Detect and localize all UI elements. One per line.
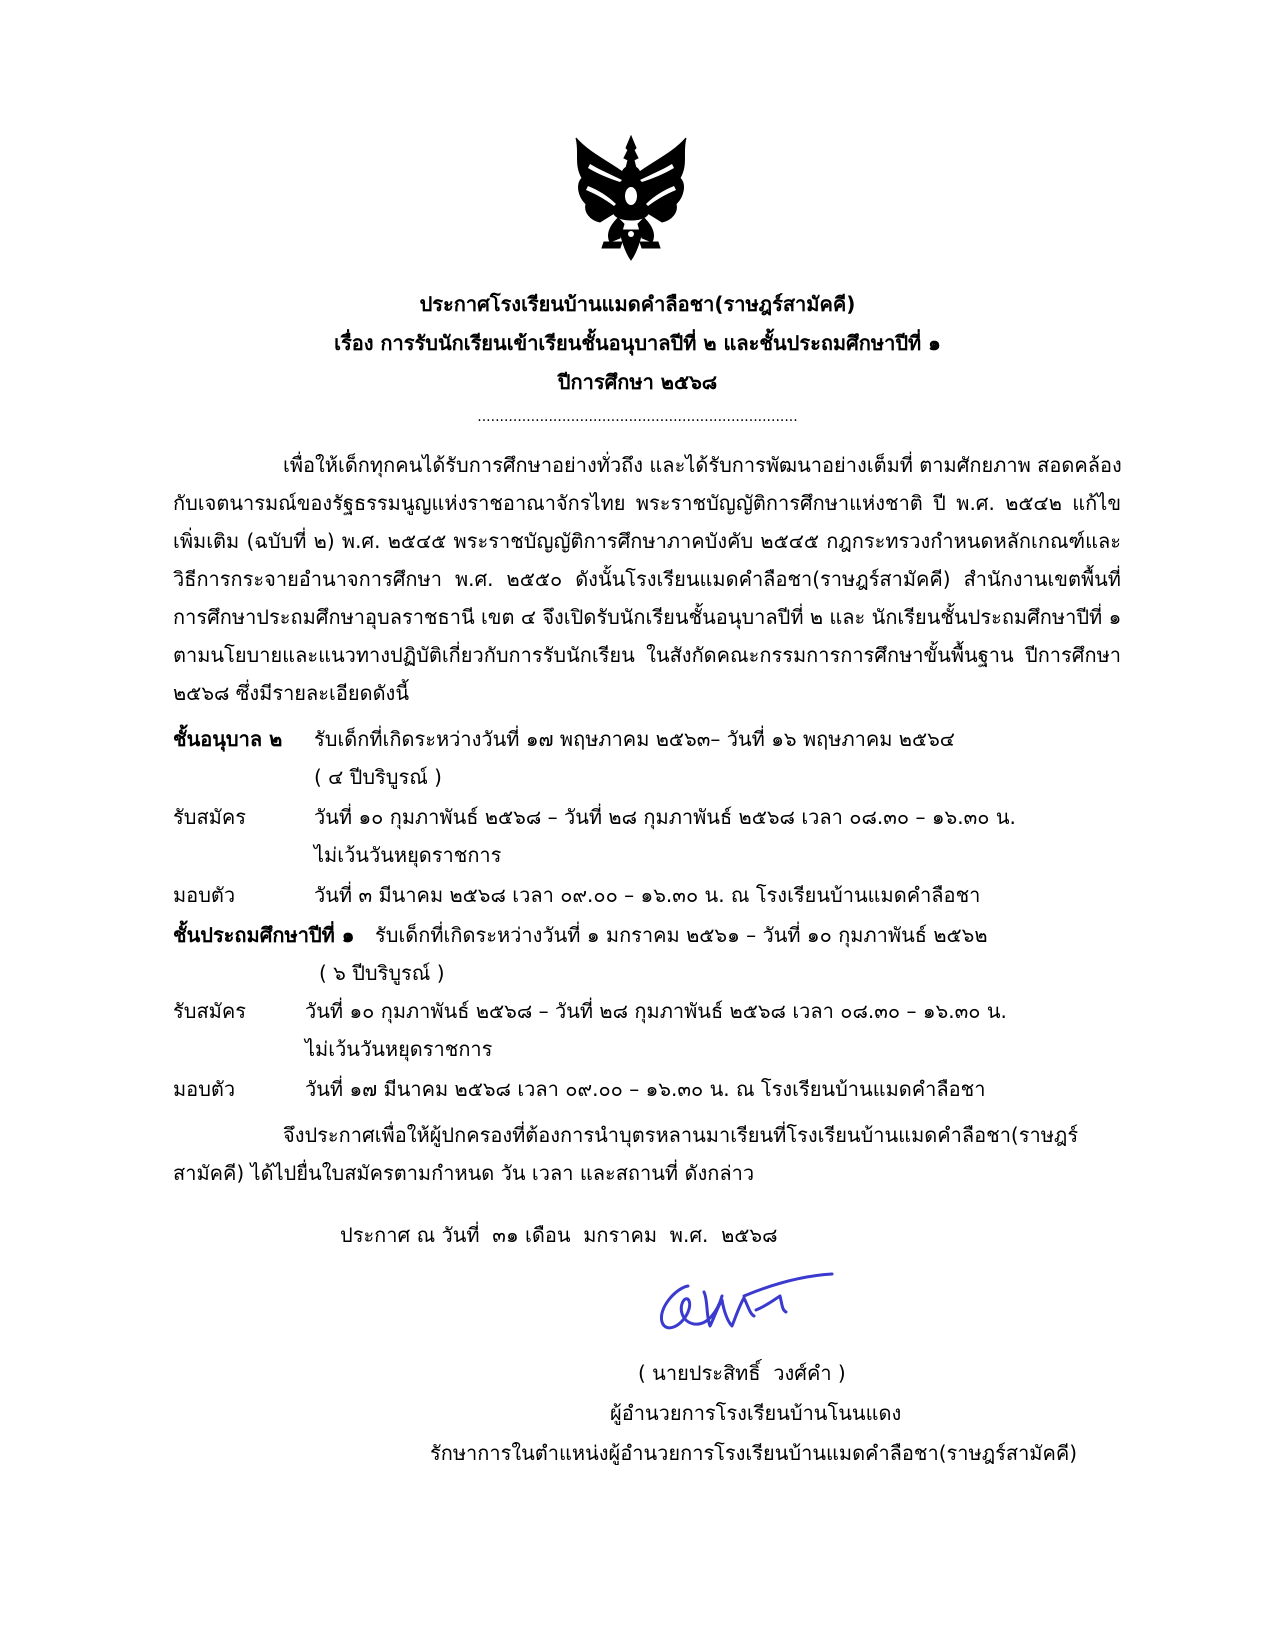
primary-report-label: มอบตัว: [173, 1077, 236, 1101]
intro-line-1: เพื่อให้เด็กทุกคนได้รับการศึกษาอย่างทั่วถึง และได้รับการพัฒนาอย่างเต็มที่ ตามศักยภาพ สอดคล้อง: [283, 453, 1122, 477]
signatory-title: ผู้อำนวยการโรงเรียนบ้านโนนแดง: [610, 1401, 902, 1425]
closing-line-2: สามัคคี) ได้ไปยื่นใบสมัครตามกำหนด วัน เวลา และสถานที่ ดังกล่าว: [173, 1161, 755, 1185]
intro-line-6: ตามนโยบายและแนวทางปฏิบัติเกี่ยวกับการรับนักเรียน ในสังกัดคณะกรรมการการศึกษาขั้นพื้นฐาน ปีการศึกษา: [173, 643, 1121, 667]
header-divider: ........................................................................: [477, 409, 798, 425]
kindergarten-report-dates: วันที่ ๓ มีนาคม ๒๕๖๘ เวลา ๐๙.๐๐ – ๑๖.๓๐ น. ณ โรงเรียนบ้านแมดคำลือชา: [314, 883, 981, 907]
academic-year: ปีการศึกษา ๒๕๖๘: [557, 370, 718, 394]
kindergarten-eligibility: รับเด็กที่เกิดระหว่างวันที่ ๑๗ พฤษภาคม ๒๕๖๓– วันที่ ๑๖ พฤษภาคม ๒๕๖๔: [314, 727, 955, 751]
kindergarten-age: ( ๔ ปีบริบูรณ์ ): [314, 765, 442, 789]
intro-line-4: วิธีการกระจายอำนาจการศึกษา พ.ศ. ๒๕๕๐ ดังนั้นโรงเรียนแมดคำลือชา(ราษฎร์สามัคคี) สำนักงานเขตพื้นที่: [173, 567, 1121, 591]
kindergarten-apply-dates: วันที่ ๑๐ กุมภาพันธ์ ๒๕๖๘ – วันที่ ๒๘ กุมภาพันธ์ ๒๕๖๘ เวลา ๐๘.๓๐ – ๑๖.๓๐ น.: [314, 805, 1016, 829]
signature-image: [648, 1256, 838, 1346]
primary-label: ชั้นประถมศึกษาปีที่ ๑: [173, 923, 355, 947]
intro-line-5: การศึกษาประถมศึกษาอุบลราชธานี เขต ๔ จึงเปิดรับนักเรียนชั้นอนุบาลปีที่ ๒ และ นักเรียนชั้นประถมศึกษาปีที่ ๑: [173, 605, 1122, 629]
primary-eligibility: รับเด็กที่เกิดระหว่างวันที่ ๑ มกราคม ๒๕๖๑ – วันที่ ๑๐ กุมภาพันธ์ ๒๕๖๒: [375, 923, 988, 947]
announcement-title: ประกาศโรงเรียนบ้านแมดคำลือชา(ราษฎร์สามัคคี): [419, 292, 856, 316]
primary-apply-dates: วันที่ ๑๐ กุมภาพันธ์ ๒๕๖๘ – วันที่ ๒๘ กุมภาพันธ์ ๒๕๖๘ เวลา ๐๘.๓๐ – ๑๖.๓๐ น.: [305, 999, 1007, 1023]
kindergarten-apply-label: รับสมัคร: [173, 805, 246, 829]
announcement-date: ประกาศ ณ วันที่ ๓๑ เดือน มกราคม พ.ศ. ๒๕๖๘: [340, 1223, 778, 1247]
closing-line-1: จึงประกาศเพื่อให้ผู้ปกครองที่ต้องการนำบุตรหลานมาเรียนที่โรงเรียนบ้านแมดคำลือชา(ราษฎร์: [283, 1123, 1079, 1147]
primary-report-dates: วันที่ ๑๗ มีนาคม ๒๕๖๘ เวลา ๐๙.๐๐ – ๑๖.๓๐ น. ณ โรงเรียนบ้านแมดคำลือชา: [305, 1077, 986, 1101]
intro-line-2: กับเจตนารมณ์ของรัฐธรรมนูญแห่งราชอาณาจักรไทย พระราชบัญญัติการศึกษาแห่งชาติ ปี พ.ศ. ๒๕๔๒ แก้ไข: [173, 491, 1121, 515]
garuda-emblem-icon: [570, 134, 692, 262]
intro-line-3: เพิ่มเติม (ฉบับที่ ๒) พ.ศ. ๒๕๔๕ พระราชบัญญัติการศึกษาภาคบังคับ ๒๕๔๕ กฎกระทรวงกำหนดหลักเกณฑ์และ: [173, 529, 1121, 553]
primary-apply-note: ไม่เว้นวันหยุดราชการ: [305, 1037, 493, 1061]
kindergarten-report-label: มอบตัว: [173, 883, 236, 907]
primary-age: ( ๖ ปีบริบูรณ์ ): [319, 961, 445, 985]
signatory-acting-title: รักษาการในตำแหน่งผู้อำนวยการโรงเรียนบ้านแมดคำลือชา(ราษฎร์สามัคคี): [430, 1441, 1078, 1465]
announcement-subject: เรื่อง การรับนักเรียนเข้าเรียนชั้นอนุบาลปีที่ ๒ และชั้นประถมศึกษาปีที่ ๑: [334, 331, 941, 355]
signatory-name: ( นายประสิทธิ์ วงศ์คำ ): [638, 1361, 846, 1385]
intro-line-7: ๒๕๖๘ ซึ่งมีรายละเอียดดังนี้: [173, 681, 409, 705]
primary-apply-label: รับสมัคร: [173, 999, 246, 1023]
kindergarten-apply-note: ไม่เว้นวันหยุดราชการ: [314, 843, 502, 867]
kindergarten-label: ชั้นอนุบาล ๒: [173, 727, 283, 751]
